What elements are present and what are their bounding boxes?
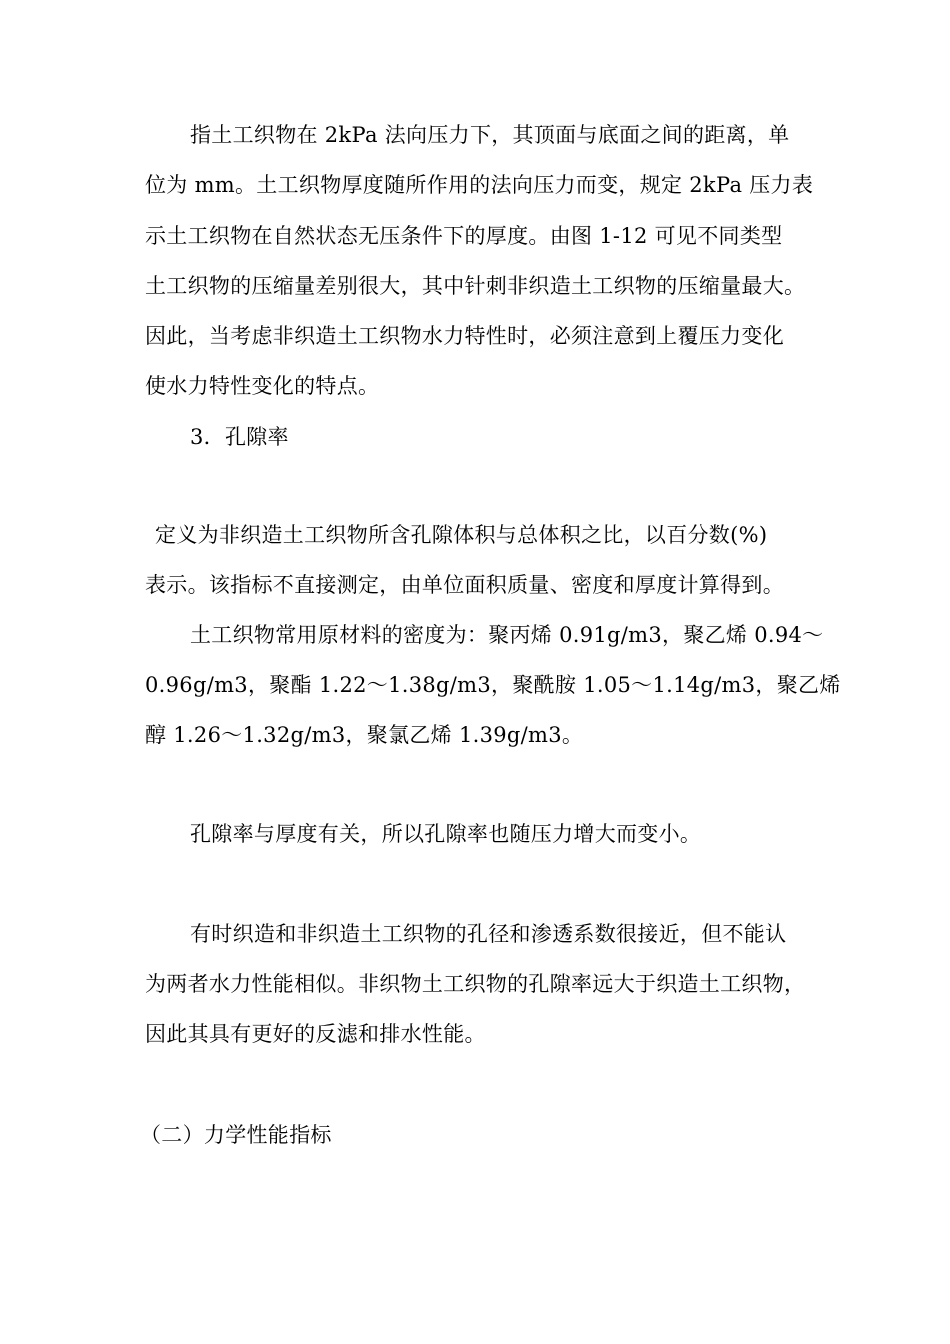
compare-line-3: 因此其具有更好的反滤和排水性能。 xyxy=(145,1022,486,1046)
compare-line-2: 为两者水力性能相似。非织物土工织物的孔隙率远大于织造土工织物， xyxy=(145,972,806,996)
heading-porosity: 3．孔隙率 xyxy=(190,425,289,449)
thickness-line-4: 土工织物的压缩量差别很大，其中针刺非织造土工织物的压缩量最大。 xyxy=(145,274,806,298)
density-line-1: 土工织物常用原材料的密度为：聚丙烯 0.91g/m3，聚乙烯 0.94～ xyxy=(190,623,824,647)
pressure-line: 孔隙率与厚度有关，所以孔隙率也随压力增大而变小。 xyxy=(190,822,702,846)
thickness-line-3: 示土工织物在自然状态无压条件下的厚度。由图 1-12 可见不同类型 xyxy=(145,224,783,248)
thickness-line-1: 指土工织物在 2kPa 法向压力下，其顶面与底面之间的距离，单 xyxy=(190,123,790,147)
compare-line-1: 有时织造和非织造土工织物的孔径和渗透系数很接近，但不能认 xyxy=(190,922,787,946)
thickness-line-5: 因此，当考虑非织造土工织物水力特性时，必须注意到上覆压力变化 xyxy=(145,324,784,348)
density-line-3: 醇 1.26～1.32g/m3，聚氯乙烯 1.39g/m3。 xyxy=(145,723,584,747)
thickness-line-6: 使水力特性变化的特点。 xyxy=(145,374,380,398)
definition-line-1: 定义为非织造土工织物所含孔隙体积与总体积之比，以百分数(%) xyxy=(155,523,768,547)
thickness-line-2: 位为 mm。土工织物厚度随所作用的法向压力而变，规定 2kPa 压力表 xyxy=(145,173,814,197)
density-line-2: 0.96g/m3，聚酯 1.22～1.38g/m3，聚酰胺 1.05～1.14g/m3，聚乙烯 xyxy=(145,673,841,697)
heading-mechanical: （二）力学性能指标 xyxy=(140,1123,332,1147)
definition-line-2: 表示。该指标不直接测定，由单位面积质量、密度和厚度计算得到。 xyxy=(145,573,784,597)
